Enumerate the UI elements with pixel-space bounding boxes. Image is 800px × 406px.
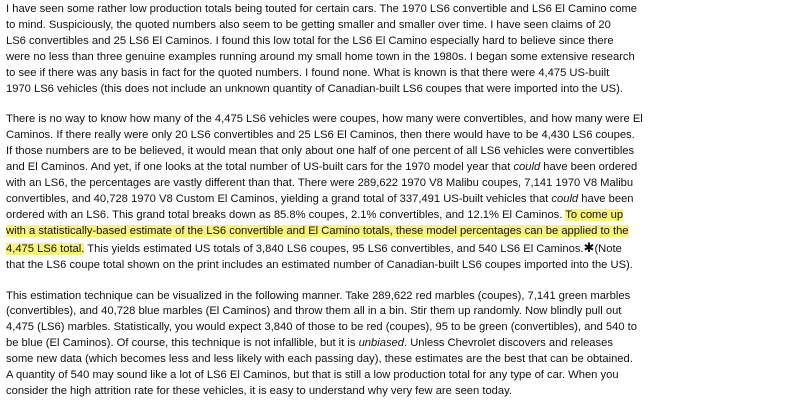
text-run: ordered with an LS6. This grand total breaks down as 85.8% coupes, 2.1% convertibles, and 12.1% El Caminos. — [6, 208, 566, 221]
text-line — [6, 384, 794, 400]
text-line — [6, 240, 794, 258]
text-run: 4,475 (LS6) marbles. Statistically, you would expect 3,840 of those to be red (coupes), 95 to be green (convertibles), and 540 to — [6, 321, 638, 334]
text-line — [6, 160, 794, 176]
text-line — [6, 304, 794, 320]
text-line — [6, 176, 794, 192]
text-run: If those numbers are to be believed, it would mean that only about one half of one percent of all LS6 vehicles were convertibles — [6, 145, 635, 158]
highlighted-text: To come up — [565, 208, 624, 221]
italic-text: unbiased — [358, 337, 404, 350]
text-line — [6, 320, 794, 336]
asterisk-icon: ✱ — [583, 239, 595, 255]
text-run: There is no way to know how many of the 4,475 LS6 vehicles were coupes, how many were convertibles, and how many were El — [6, 113, 643, 126]
text-run: This estimation technique can be visualized in the following manner. Take 289,622 red marbles (coupes), 7,141 green marbles — [6, 289, 631, 302]
text-run: convertibles, and 40,728 1970 V8 Custom El Caminos, yielding a grand total of 337,491 US-built vehicles that — [6, 192, 552, 205]
text-line — [6, 112, 794, 128]
text-line — [6, 18, 794, 34]
text-line — [6, 352, 794, 368]
text-run: (Note — [594, 242, 622, 255]
highlighted-text: 4,475 LS6 total. — [6, 242, 85, 255]
text-line — [6, 336, 794, 352]
document-body — [6, 2, 794, 400]
paragraph-1 — [6, 2, 794, 97]
text-run: to mind. Suspiciously, the quoted numbers also seem to be getting smaller and smaller over time. I have seen claims of 20 — [6, 18, 611, 31]
text-run: (convertibles), and 40,728 blue marbles (El Caminos) and throw them all in a bin. Stir them up randomly. Now blindly pull out — [6, 305, 622, 318]
italic-text: could — [513, 161, 541, 174]
text-run: Caminos. If there really were only 20 LS6 convertibles and 25 LS6 El Caminos, then there would have to be 4,430 LS6 coupes. — [6, 129, 635, 142]
text-line — [6, 289, 794, 305]
text-run: A quantity of 540 may sound like a lot of LS6 El Caminos, but that is still a low production total for any type of car. When you — [6, 369, 619, 382]
text-run: This yields estimated US totals of 3,840 LS6 coupes, 95 LS6 convertibles, and 540 LS6 El Caminos. — [84, 242, 584, 255]
text-line — [6, 2, 794, 18]
text-line — [6, 128, 794, 144]
text-run: that the LS6 coupe total shown on the print includes an estimated number of Canadian-built LS6 coupes imported into the US). — [6, 258, 633, 271]
text-line — [6, 34, 794, 50]
text-run: consider the high attrition rate for these vehicles, it is easy to understand why very few are seen today. — [6, 384, 512, 397]
text-run: I have seen some rather low production totals being touted for certain cars. The 1970 LS6 convertible and LS6 El Camino come — [6, 3, 638, 15]
text-run: were no less than three genuine examples running around my small home town in the 1980s. I began some extensive research — [6, 50, 635, 63]
text-line — [6, 208, 794, 224]
text-line — [6, 258, 794, 274]
paragraph-2 — [6, 112, 794, 273]
text-run: have been ordered — [540, 161, 638, 174]
text-run: . Unless Chevrolet discovers and releases — [404, 337, 613, 350]
text-line — [6, 66, 794, 82]
text-line — [6, 192, 794, 208]
text-line — [6, 82, 794, 98]
italic-text: could — [551, 192, 579, 205]
text-line — [6, 50, 794, 66]
text-run: some new data (which becomes less and less likely with each passing day), these estimates are the best that can be obtained. — [6, 353, 633, 366]
text-run: with an LS6, the percentages are vastly different than that. There were 289,622 1970 V8 Malibu coupes, 7,141 1970 V8 Malibu — [6, 177, 634, 190]
text-run: and El Caminos. And yet, if one looks at the total number of US-built cars for the 1970 model year that — [6, 161, 514, 174]
text-line — [6, 224, 794, 240]
highlighted-text: with a statistically-based estimate of the LS6 convertible and El Camino totals, these model percentages can be applied to the — [6, 224, 629, 237]
text-run: LS6 convertibles and 25 LS6 El Caminos. I found this low total for the LS6 El Camino especially hard to believe since there — [6, 34, 614, 47]
text-run: be blue (El Caminos). Of course, this technique is not infallible, but it is — [6, 337, 359, 350]
text-run: 1970 LS6 vehicles (this does not include an unknown quantity of Canadian-built LS6 coupes that were imported into the US). — [6, 82, 623, 95]
text-run: have been — [578, 192, 634, 205]
paragraph-3 — [6, 289, 794, 400]
text-run: to see if there was any basis in fact for the quoted numbers. I found none. What is known is that there were 4,475 US-built — [6, 66, 610, 79]
text-line — [6, 368, 794, 384]
text-line — [6, 144, 794, 160]
